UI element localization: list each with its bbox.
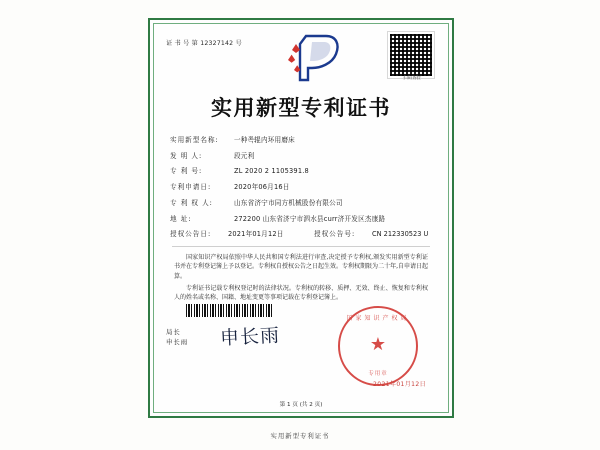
director-label: [166, 328, 188, 347]
field-label: 专 利 权 人:: [170, 198, 213, 207]
field-label: 实用新型名称:: [170, 136, 219, 144]
body-paragraph: 国家知识产权局依照中华人民共和国专利法进行审查,决定授予专利权,颁发实用新型专利证书并在专利登记簿上予以登记。专利权自授权公告之日起生效。专利权期限为二十年,自申请日起算。: [174, 254, 428, 280]
field-row: [170, 152, 432, 160]
star-icon: ★: [369, 333, 387, 355]
cnipa-logo-icon: [286, 30, 344, 86]
certificate-number: 证 书 号 第 12327142 号: [166, 40, 242, 47]
field-row-authorization: [170, 230, 432, 238]
field-value: CN 212330523 U: [372, 230, 429, 239]
director-title: 局长: [166, 328, 181, 336]
field-row: [170, 136, 432, 144]
field-label: 授权公告日:: [170, 230, 212, 239]
divider: [172, 246, 430, 247]
field-label: 专 利 号:: [170, 167, 203, 176]
field-value: 2021年01月12日: [228, 230, 284, 239]
field-row: [170, 215, 432, 223]
body-paragraph: 专利证书记载专利权登记时的法律状况。专利权的转移、质押、无效、终止、恢复和专利权人的姓名或名称、国籍、地址变更等事项记载在专利登记簿上。: [174, 285, 428, 302]
field-label: 专利申请日:: [170, 183, 212, 192]
field-row: [170, 183, 432, 191]
handwritten-signature: 申长雨: [219, 324, 281, 350]
certificate-body: [148, 18, 454, 418]
qr-code: [388, 32, 434, 78]
field-value: 段元利: [234, 151, 255, 160]
signature-area: [162, 300, 440, 388]
field-value: 272200 山东省济宁市泗水县curr济开发区杰康路: [234, 214, 386, 223]
field-value: 一种쪽辊内环用磨床: [234, 136, 295, 144]
field-label: 地 址:: [170, 214, 192, 223]
field-value: 2020年06月16日: [234, 183, 290, 192]
field-label: 授权公告号:: [314, 230, 356, 239]
page-number: 第 1 页 (共 2 页): [279, 402, 323, 408]
page-title: 实用新型专利证书: [211, 95, 391, 120]
field-value: ZL 2020 2 1105391.8: [234, 167, 309, 176]
field-row: [170, 199, 432, 207]
qr-caption: 扫码查验: [403, 76, 421, 81]
field-label: 发 明 人:: [170, 151, 203, 160]
seal-date: 2021年01月12日: [373, 381, 426, 388]
seal-top-text: 国家知识产权局: [346, 315, 410, 322]
image-caption: 实用新型专利证书: [270, 432, 330, 440]
barcode: [186, 304, 272, 317]
director-name: 申长雨: [166, 337, 189, 346]
official-seal: [338, 306, 418, 386]
field-value: 山东省济宁市同方机械股份有限公司: [234, 198, 343, 207]
certificate-fields: [170, 136, 432, 239]
certificate-body-text: [174, 253, 428, 302]
seal-bottom-text: 专用章: [368, 371, 388, 377]
certificate-header: [162, 28, 440, 90]
field-row: [170, 167, 432, 175]
